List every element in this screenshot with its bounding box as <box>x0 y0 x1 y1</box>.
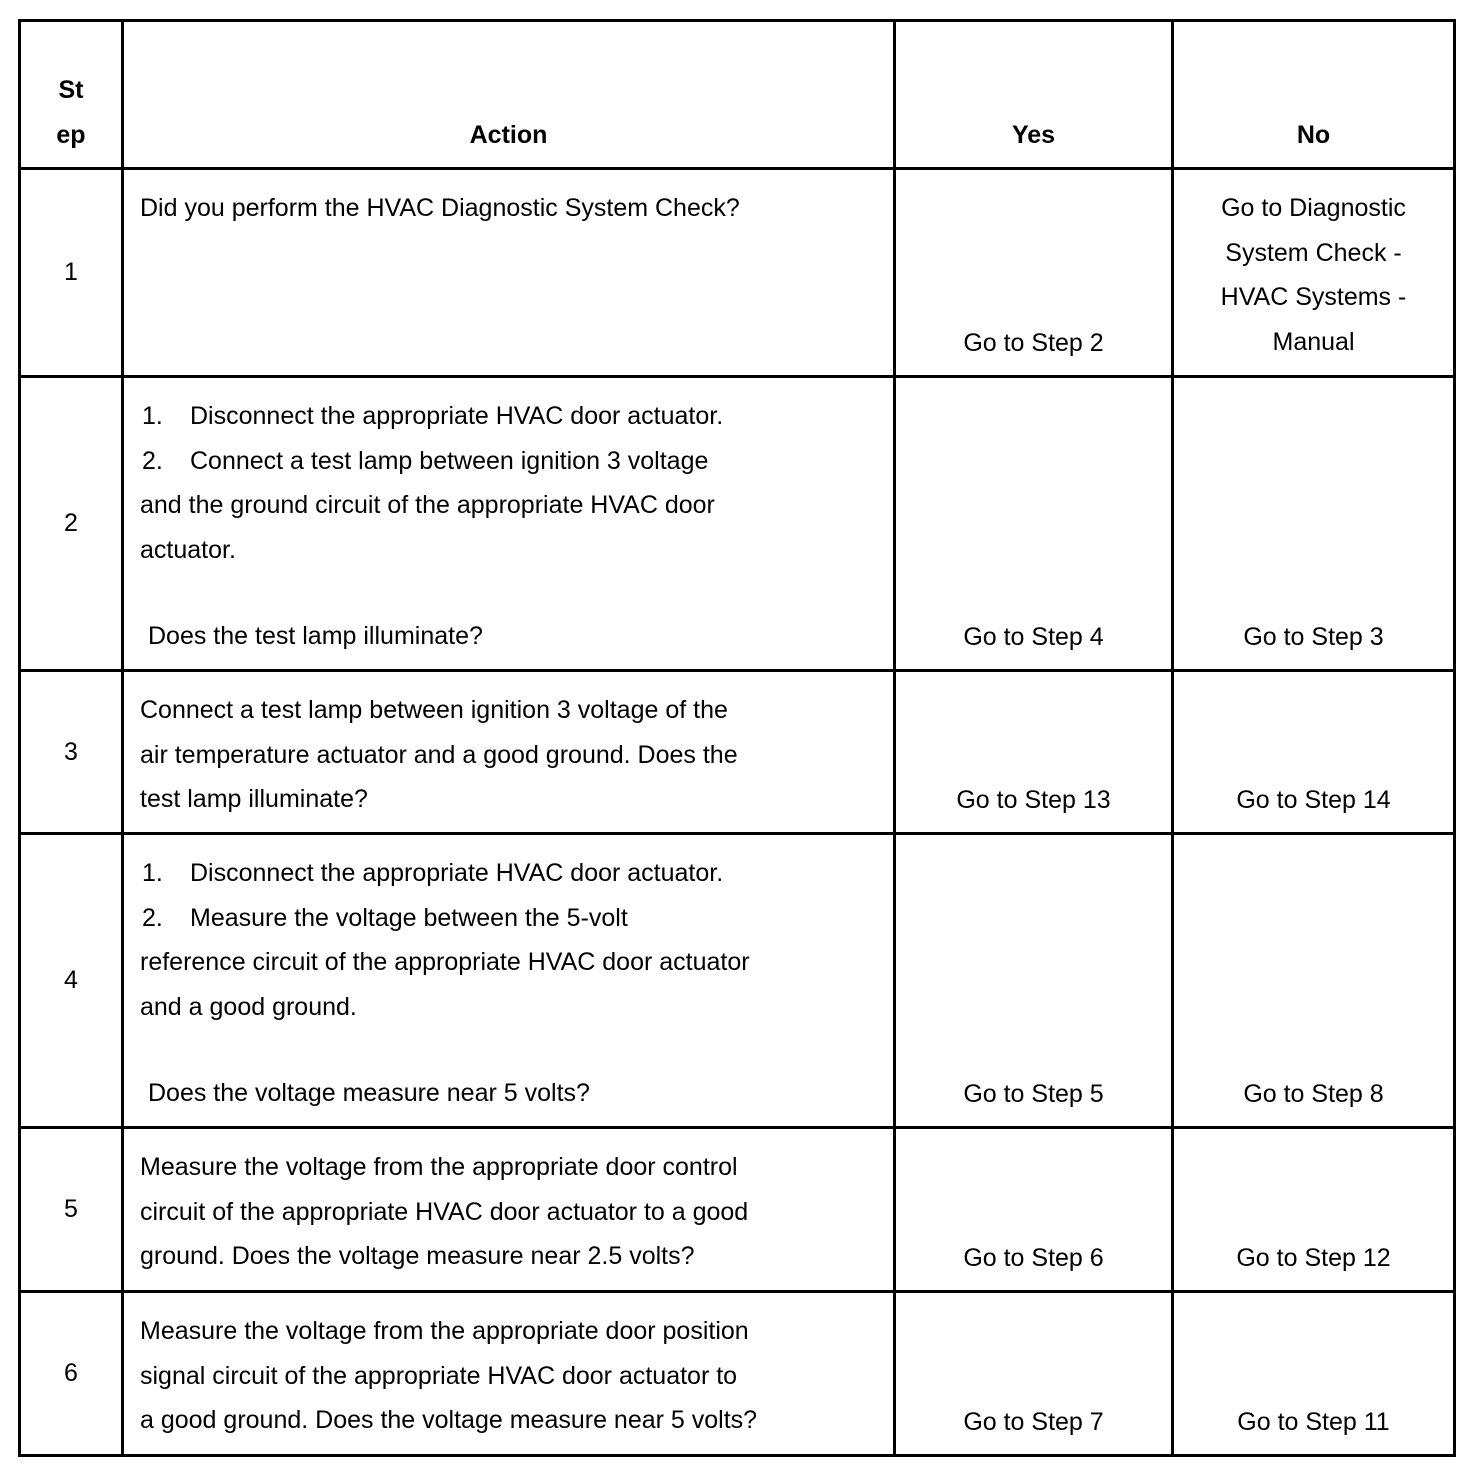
action-line: air temperature actuator and a good ground. Does the <box>140 740 738 769</box>
action-line: Measure the voltage from the appropriate door position <box>140 1317 749 1345</box>
no-result: Go to Step 3 <box>1173 377 1455 671</box>
no-result-line: Go to Diagnostic <box>1221 194 1406 222</box>
list-item-continuation: actuator. <box>140 535 236 564</box>
no-result: Go to Step 8 <box>1173 834 1455 1128</box>
no-result-line: System Check - <box>1225 238 1402 267</box>
list-item-text: Measure the voltage between the 5-volt <box>190 903 628 932</box>
header-row <box>20 21 1455 169</box>
action-line: a good ground. Does the voltage measure near 5 volts? <box>140 1406 758 1434</box>
no-header: No <box>1173 21 1455 169</box>
step-header-line1: St <box>58 76 84 104</box>
list-number: 2. <box>142 446 163 475</box>
action-line: Measure the voltage from the appropriate door control <box>140 1153 738 1181</box>
action-list-item <box>140 851 893 896</box>
step-header <box>20 21 123 169</box>
step-number: 6 <box>20 1292 123 1456</box>
no-result: Go to Step 14 <box>1173 671 1455 834</box>
table-row <box>20 1292 1455 1456</box>
table-row <box>20 834 1455 1128</box>
action-text: Did you perform the HVAC Diagnostic System Check? <box>123 169 895 377</box>
list-item-continuation: and a good ground. <box>140 992 357 1021</box>
action-list-item <box>140 439 893 484</box>
no-result <box>1173 169 1455 377</box>
table-row <box>20 377 1455 671</box>
yes-result: Go to Step 5 <box>895 834 1173 1128</box>
table-row <box>20 169 1455 377</box>
list-number: 1. <box>142 859 163 887</box>
action-header: Action <box>123 21 895 169</box>
action-line: Connect a test lamp between ignition 3 voltage of the <box>140 696 728 724</box>
list-item-text: Disconnect the appropriate HVAC door actuator. <box>190 859 724 887</box>
action-list-item <box>140 394 893 439</box>
yes-result: Go to Step 4 <box>895 377 1173 671</box>
step-number: 4 <box>20 834 123 1128</box>
action-line: circuit of the appropriate HVAC door actuator to a good <box>140 1197 749 1226</box>
action-text <box>123 1292 895 1456</box>
list-item-continuation: and the ground circuit of the appropriate HVAC door <box>140 491 715 519</box>
list-item-text: Connect a test lamp between ignition 3 voltage <box>190 446 709 475</box>
step-number: 3 <box>20 671 123 834</box>
action-line: signal circuit of the appropriate HVAC door actuator to <box>140 1361 738 1390</box>
yes-result: Go to Step 13 <box>895 671 1173 834</box>
action-text <box>123 377 895 671</box>
list-number: 1. <box>142 402 163 430</box>
action-text <box>123 671 895 834</box>
no-result: Go to Step 11 <box>1173 1292 1455 1456</box>
no-result-line: HVAC Systems - <box>1220 283 1407 311</box>
action-text <box>123 834 895 1128</box>
yes-result: Go to Step 7 <box>895 1292 1173 1456</box>
list-number: 2. <box>142 903 163 932</box>
action-line: test lamp illuminate? <box>140 785 368 813</box>
list-item-text: Disconnect the appropriate HVAC door actuator. <box>190 402 724 430</box>
yes-result: Go to Step 6 <box>895 1128 1173 1292</box>
step-number: 5 <box>20 1128 123 1292</box>
step-number: 2 <box>20 377 123 671</box>
action-question: Does the test lamp illuminate? <box>148 622 483 650</box>
action-text <box>123 1128 895 1292</box>
diagnostic-table <box>18 19 1456 1457</box>
no-result: Go to Step 12 <box>1173 1128 1455 1292</box>
step-header-line2: ep <box>56 120 86 149</box>
action-question: Does the voltage measure near 5 volts? <box>148 1079 590 1107</box>
list-item-continuation: reference circuit of the appropriate HVAC door actuator <box>140 948 750 976</box>
action-list-item <box>140 896 893 941</box>
yes-header: Yes <box>895 21 1173 169</box>
yes-result: Go to Step 2 <box>895 169 1173 377</box>
no-result-line: Manual <box>1272 327 1355 356</box>
table-row <box>20 1128 1455 1292</box>
action-line: ground. Does the voltage measure near 2.5 volts? <box>140 1242 695 1270</box>
step-number: 1 <box>20 169 123 377</box>
table-row <box>20 671 1455 834</box>
